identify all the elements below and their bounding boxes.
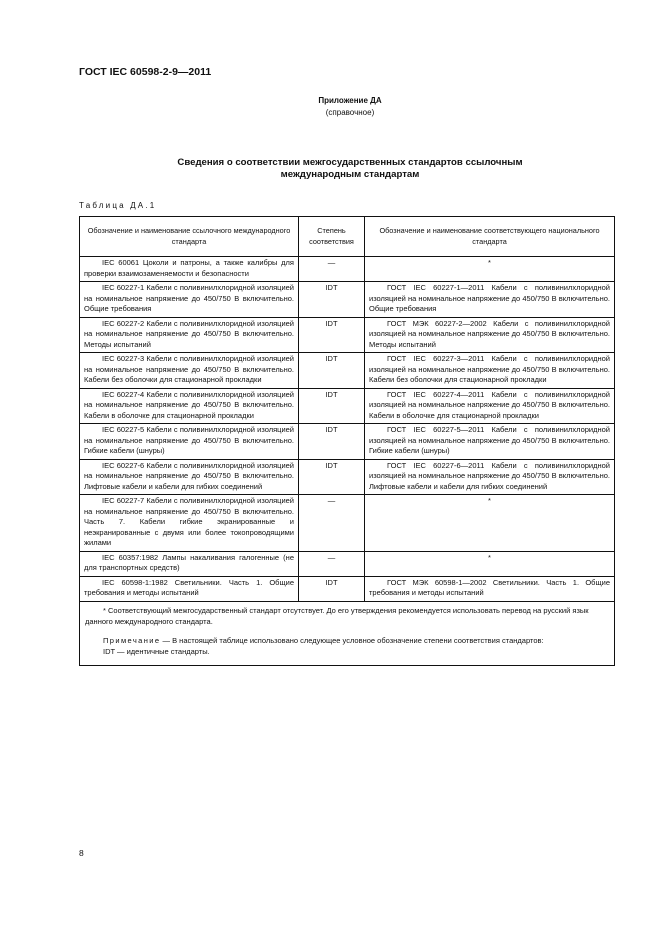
- idt-definition: IDT — идентичные стандарты.: [103, 646, 210, 656]
- degree-cell: IDT: [299, 424, 365, 460]
- header-degree: Степень соответствия: [299, 217, 365, 257]
- table-row: [80, 388, 615, 424]
- table-row: [80, 576, 615, 601]
- national-standard-cell: ГОСТ IEC 60227-6—2011 Кабели с поливинилхлоридной изоляцией на номинальное напряжение до 450/750 В включительно. Лифтовые кабели и кабели для гибких соединений: [369, 460, 610, 491]
- national-standard-cell: ГОСТ IEC 60227-4—2011 Кабели с поливинилхлоридной изоляцией на номинальное напряжение до 450/750 В включительно. Кабели в оболочке для стационарной прокладки: [369, 389, 610, 420]
- degree-cell: —: [299, 551, 365, 576]
- document-header: ГОСТ IEC 60598-2-9—2011: [79, 66, 212, 78]
- national-standard-cell: ГОСТ МЭК 60598-1—2002 Светильники. Часть 1. Общие требования и методы испытаний: [369, 577, 610, 597]
- national-standard-cell: ГОСТ IEC 60227-5—2011 Кабели с поливинилхлоридной изоляцией на номинальное напряжение до 450/750 В включительно. Гибкие кабели (шнуры): [369, 425, 610, 455]
- table-note: [85, 635, 609, 646]
- note-label: Примечание: [103, 635, 161, 645]
- national-standard-cell: ГОСТ МЭК 60227-2—2002 Кабели с поливинилхлоридной изоляцией на номинальное напряжение до 450/750 В включительно. Методы испытаний: [369, 318, 610, 349]
- section-title-line1: Сведения о соответствии межгосударственных стандартов ссылочным: [177, 157, 523, 168]
- table-row: [80, 257, 615, 282]
- degree-cell: IDT: [299, 388, 365, 424]
- intl-standard-cell: IEC 60061 Цоколи и патроны, а также калибры для проверки взаимозаменяемости и безопасности: [84, 258, 294, 278]
- national-standard-cell: *: [488, 496, 491, 505]
- intl-standard-cell: IEC 60227-5 Кабели с поливинилхлоридной изоляцией на номинальное напряжение до 450/750 В включительно. Гибкие кабели (шнуры): [84, 425, 294, 455]
- page-number: 8: [79, 848, 84, 858]
- annex-title: Приложение ДА: [318, 96, 382, 105]
- table-notes-row: [80, 601, 615, 665]
- intl-standard-cell: IEC 60227-3 Кабели с поливинилхлоридной изоляцией на номинальное напряжение до 450/750 В включительно. Кабели без оболочки для стационарной прокладки: [84, 354, 294, 384]
- degree-cell: —: [299, 495, 365, 552]
- table-row: [80, 495, 615, 552]
- degree-cell: IDT: [299, 576, 365, 601]
- annex-subtitle: (справочное): [325, 108, 375, 117]
- intl-standard-cell: IEC 60227-1 Кабели с поливинилхлоридной изоляцией на номинальное напряжение до 450/750 В включительно. Общие требования: [84, 283, 294, 313]
- table-caption: Таблица ДА.1: [79, 201, 157, 210]
- degree-cell: IDT: [299, 282, 365, 318]
- national-standard-cell: *: [488, 258, 491, 267]
- header-intl-standard: Обозначение и наименование ссылочного международного стандарта: [80, 217, 299, 257]
- header-national-standard: Обозначение и наименование соответствующего национального стандарта: [365, 217, 615, 257]
- intl-standard-cell: IEC 60227-7 Кабели с поливинилхлоридной изоляцией на номинальное напряжение до 450/750 В включительно. Часть 7. Кабели гибкие экранированные и неэкранированные с двумя или более токопроводящими жилами: [84, 496, 294, 547]
- degree-cell: IDT: [299, 353, 365, 389]
- correspondence-table: [79, 216, 615, 666]
- degree-cell: IDT: [299, 317, 365, 353]
- footnote: * Соответствующий межгосударственный стандарт отсутствует. До его утверждения рекомендуется использовать перевод на русский язык данного международного стандарта.: [85, 605, 589, 626]
- intl-standard-cell: IEC 60357:1982 Лампы накаливания галогенные (не для транспортных средств): [84, 552, 294, 572]
- degree-cell: —: [299, 257, 365, 282]
- intl-standard-cell: IEC 60227-6 Кабели с поливинилхлоридной изоляцией на номинальное напряжение до 450/750 В включительно. Лифтовые кабели и кабели для гибких соединений: [84, 460, 294, 491]
- table-row: [80, 317, 615, 353]
- annex-heading: [200, 95, 500, 119]
- national-standard-cell: *: [488, 552, 491, 562]
- national-standard-cell: ГОСТ IEC 60227-3—2011 Кабели с поливинилхлоридной изоляцией на номинальное напряжение до 450/750 В включительно. Кабели без оболочки для стационарной прокладки: [369, 354, 610, 384]
- note-text: — В настоящей таблице использовано следующее условное обозначение степени соответствия стандартов:: [160, 635, 544, 645]
- table-row: [80, 459, 615, 495]
- degree-cell: IDT: [299, 459, 365, 495]
- national-standard-cell: ГОСТ IEC 60227-1—2011 Кабели с поливинилхлоридной изоляцией на номинальное напряжение до 450/750 В включительно. Общие требования: [369, 283, 610, 313]
- table-header-row: [80, 217, 615, 257]
- table-row: [80, 282, 615, 318]
- section-title: [100, 157, 600, 181]
- intl-standard-cell: IEC 60227-2 Кабели с поливинилхлоридной изоляцией на номинальное напряжение до 450/750 В включительно. Методы испытаний: [84, 318, 294, 349]
- intl-standard-cell: IEC 60227-4 Кабели с поливинилхлоридной изоляцией на номинальное напряжение до 450/750 В включительно. Кабели в оболочке для стационарной прокладки: [84, 389, 294, 420]
- table-row: [80, 353, 615, 389]
- table-row: [80, 551, 615, 576]
- intl-standard-cell: IEC 60598-1:1982 Светильники. Часть 1. Общие требования и методы испытаний: [84, 577, 294, 597]
- table-row: [80, 424, 615, 460]
- section-title-line2: международным стандартам: [280, 169, 420, 180]
